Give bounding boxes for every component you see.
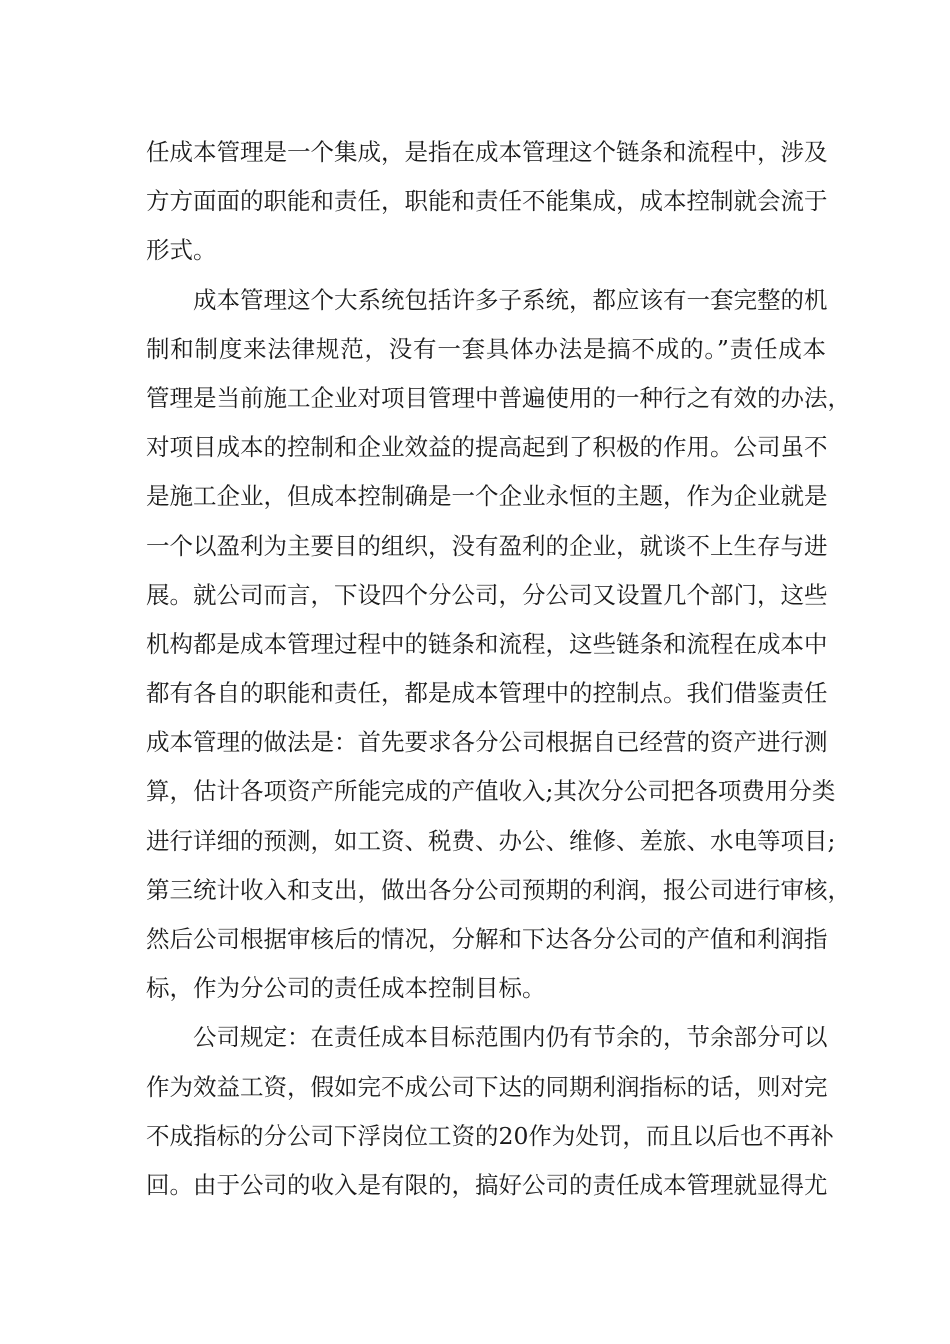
document-body <box>146 128 851 1210</box>
text-line: 回。由于公司的收入是有限的，搞好公司的责任成本管理就显得尤 <box>146 1170 828 1199</box>
paragraph-1 <box>146 128 826 276</box>
text-line: 制和制度来法律规范，没有一套具体办法是搞不成的。”责任成本 <box>146 334 826 363</box>
text-line: 公司规定：在责任成本目标范围内仍有节余的，节余部分可以 <box>193 1023 828 1052</box>
text-line: 展。就公司而言，下设四个分公司，分公司又设置几个部门，这些 <box>146 580 828 609</box>
text-line: 第三统计收入和支出，做出各分公司预期的利润，报公司进行审核， <box>146 875 851 904</box>
text-line: 机构都是成本管理过程中的链条和流程，这些链条和流程在成本中 <box>146 629 828 658</box>
text-line: 是施工企业，但成本控制确是一个企业永恒的主题，作为企业就是 <box>146 482 828 511</box>
text-line: 一个以盈利为主要目的组织，没有盈利的企业，就谈不上生存与进 <box>146 531 828 560</box>
paragraph-3 <box>146 1013 834 1210</box>
text-line: 然后公司根据审核后的情况，分解和下达各分公司的产值和利润指 <box>146 925 828 953</box>
text-line: 对项目成本的控制和企业效益的提高起到了积极的作用。公司虽不 <box>146 433 828 462</box>
text-line: 方方面面的职能和责任，职能和责任不能集成，成本控制就会流于 <box>146 187 828 216</box>
text-line: 作为效益工资，假如完不成公司下达的同期利润指标的话，则对完 <box>146 1072 828 1101</box>
text-line: 进行详细的预测，如工资、税费、办公、维修、差旅、水电等项目; <box>146 826 836 855</box>
text-line: 形式。 <box>146 236 217 265</box>
text-line: 成本管理的做法是：首先要求各分公司根据自已经营的资产进行测 <box>146 728 828 757</box>
text-line: 不成指标的分公司下浮岗位工资的20作为处罚，而且以后也不再补 <box>146 1121 834 1150</box>
text-line: 算，估计各项资产所能完成的产值收入;其次分公司把各项费用分类 <box>146 777 836 806</box>
text-line: 都有各自的职能和责任，都是成本管理中的控制点。我们借鉴责任 <box>146 679 828 708</box>
text-line: 任成本管理是一个集成，是指在成本管理这个链条和流程中，涉及 <box>146 138 828 166</box>
paragraph-2 <box>146 276 851 1014</box>
text-line: 成本管理这个大系统包括许多子系统，都应该有一套完整的机 <box>193 285 828 314</box>
text-line: 管理是当前施工企业对项目管理中普遍使用的一种行之有效的办法， <box>146 383 851 412</box>
text-line: 标，作为分公司的责任成本控制目标。 <box>146 974 546 1003</box>
